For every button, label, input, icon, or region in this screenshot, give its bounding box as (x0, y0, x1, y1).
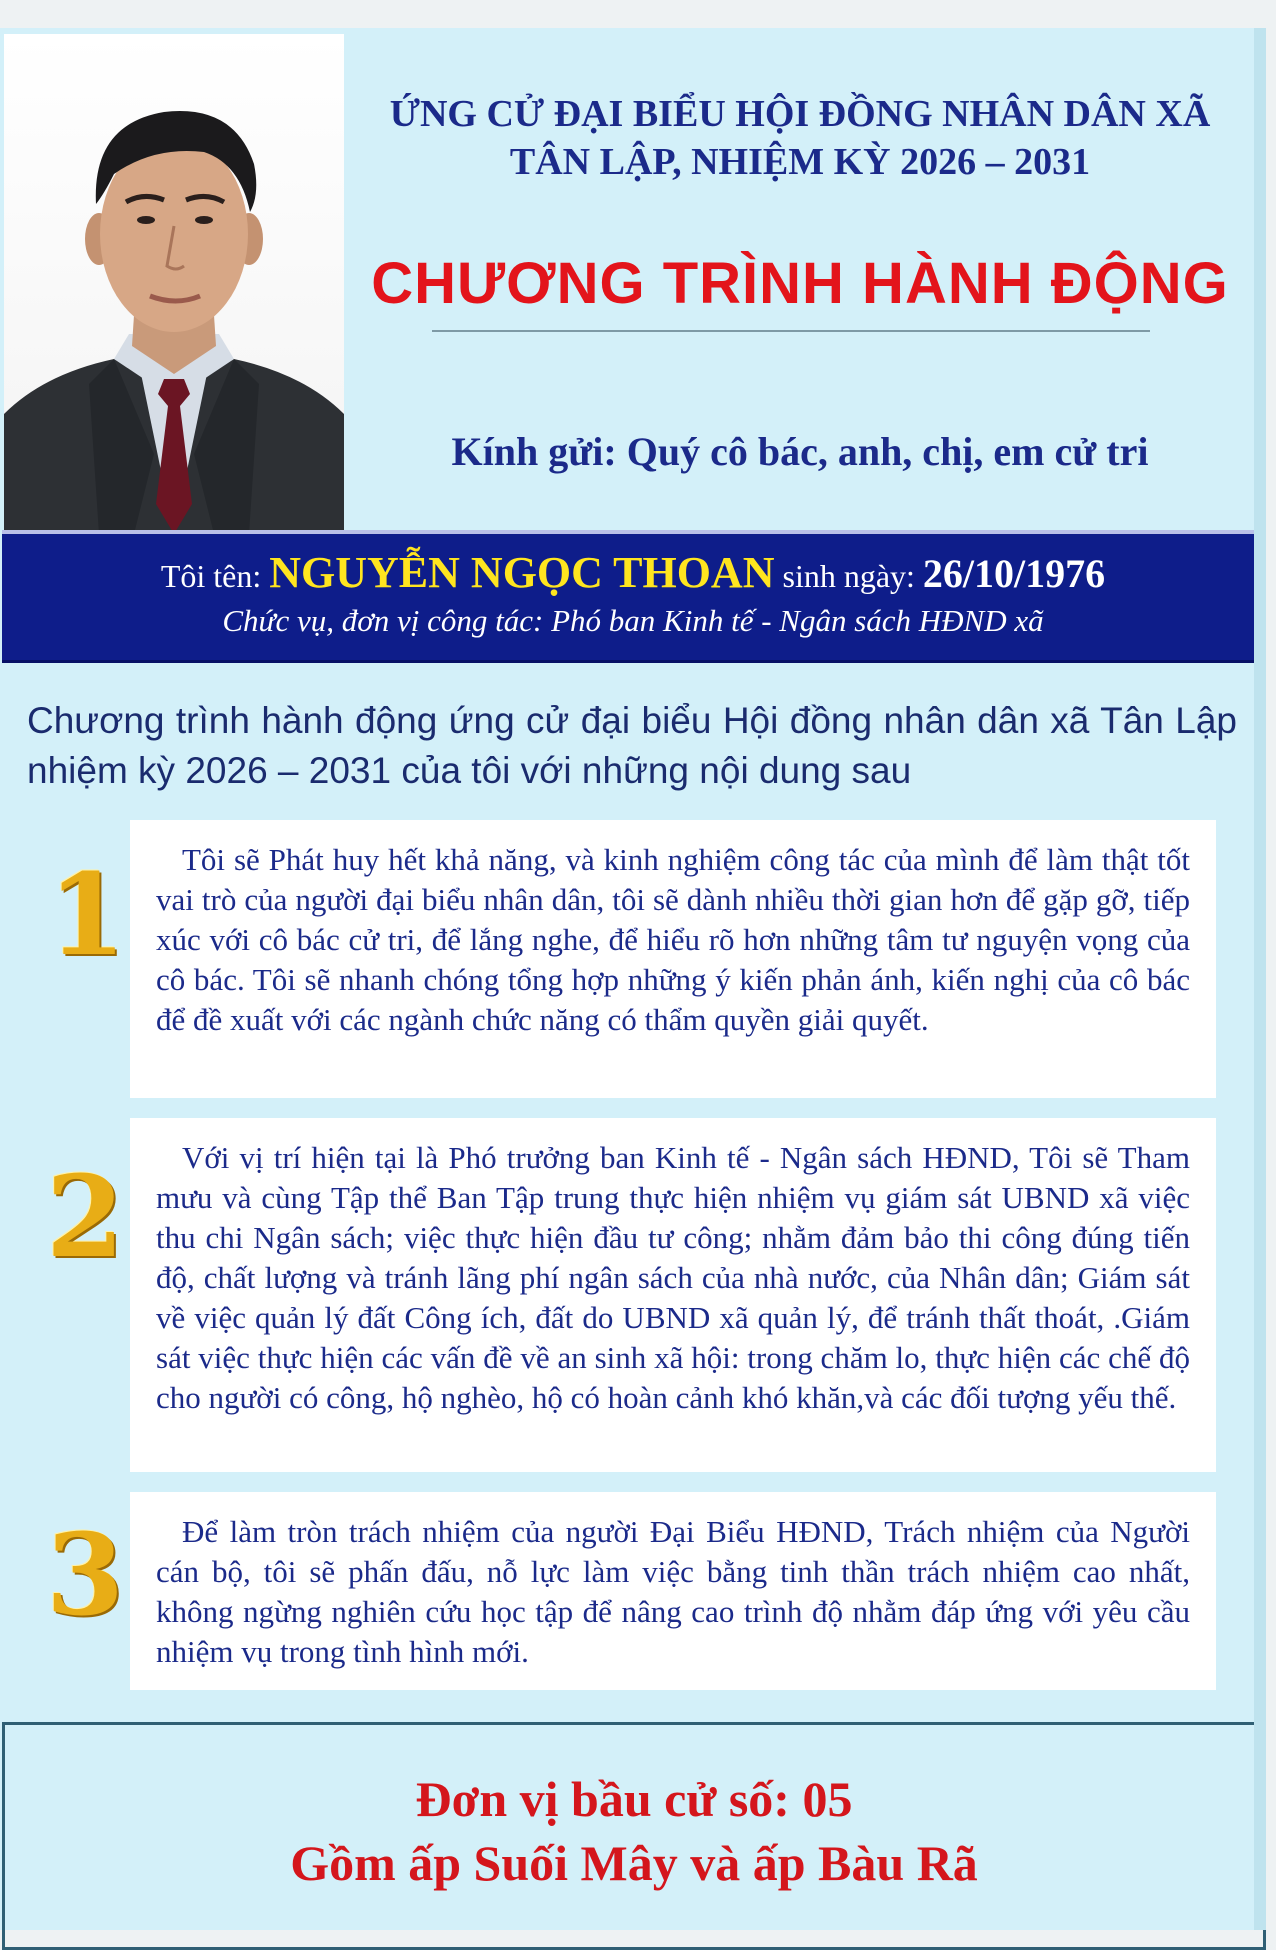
campaign-poster (0, 28, 1266, 1930)
election-title (350, 90, 1250, 186)
electoral-unit-number: Đơn vị bầu cử số: 05 (415, 1771, 853, 1827)
title-divider (432, 330, 1150, 332)
election-title-line1: ỨNG CỬ ĐẠI BIỂU HỘI ĐỒNG NHÂN DÂN XÃ (389, 93, 1211, 135)
candidate-info-band (2, 530, 1264, 663)
item-number-2: 2 (46, 1152, 124, 1283)
program-item-3: Để làm tròn trách nhiệm của người Đại Biểu HĐND, Trách nhiệm của Người cán bộ, tôi sẽ phấn đấu, nỗ lực làm việc bằng tinh thần trách nhiệm cao nhất, không ngừng nghiên cứu học tập để nâng cao trình độ nhằm đáp ứng với yêu cầu nhiệm vụ trong tình hình mới. (130, 1492, 1216, 1690)
name-prefix: Tôi tên: (160, 558, 262, 594)
candidate-position: Chức vụ, đơn vị công tác: Phó ban Kinh tế - Ngân sách HĐND xã (222, 603, 1044, 638)
birth-date: 26/10/1976 (922, 551, 1106, 596)
electoral-unit-areas: Gồm ấp Suối Mây và ấp Bàu Rã (290, 1835, 978, 1891)
item-number-3: 3 (46, 1510, 124, 1641)
birth-prefix: sinh ngày: (782, 558, 915, 594)
item-number-1: 1 (48, 850, 126, 981)
electoral-unit-box (2, 1722, 1266, 1950)
action-program-title: CHƯƠNG TRÌNH HÀNH ĐỘNG (371, 251, 1229, 316)
greeting-line: Kính gửi: Quý cô bác, anh, chị, em cử tri (451, 429, 1149, 474)
program-item-1: Tôi sẽ Phát huy hết khả năng, và kinh nghiệm công tác của mình để làm thật tốt vai trò của người đại biểu nhân dân, tôi sẽ dành nhiều thời gian hơn để gặp gỡ, tiếp xúc với cô bác cử tri, để lắng nghe, để hiểu rõ hơn những tâm tư nguyện vọng của cô bác. Tôi sẽ nhanh chóng tổng hợp những ý kiến phản ánh, kiến nghị của cô bác để đề xuất với các ngành chức năng có thẩm quyền giải quyết. (130, 820, 1216, 1098)
candidate-photo (4, 34, 344, 536)
candidate-name: NGUYỄN NGỌC THOAN (269, 548, 775, 597)
election-title-line2: TÂN LẬP, NHIỆM KỲ 2026 – 2031 (509, 141, 1091, 183)
program-item-2: Với vị trí hiện tại là Phó trưởng ban Kinh tế - Ngân sách HĐND, Tôi sẽ Tham mưu và cùng Tập thể Ban Tập trung thực hiện nhiệm vụ giám sát UBND xã việc thu chi Ngân sách; việc thực hiện đầu tư công; nhằm đảm bảo thi công đúng tiến độ, chất lượng và tránh lãng phí ngân sách của nhà nước, của Nhân dân; Giám sát về việc quản lý đất Công ích, đất do UBND xã quản lý, để tránh thất thoát, .Giám sát việc thực hiện các vấn đề về an sinh xã hội: trong chăm lo, thực hiện các chế độ cho người có công, hộ nghèo, hộ có hoàn cảnh khó khăn,và các đối tượng yếu thế. (130, 1118, 1216, 1472)
program-intro: Chương trình hành động ứng cử đại biểu Hội đồng nhân dân xã Tân Lập nhiệm kỳ 2026 – 2031 của tôi với những nội dung sau (27, 700, 1237, 791)
